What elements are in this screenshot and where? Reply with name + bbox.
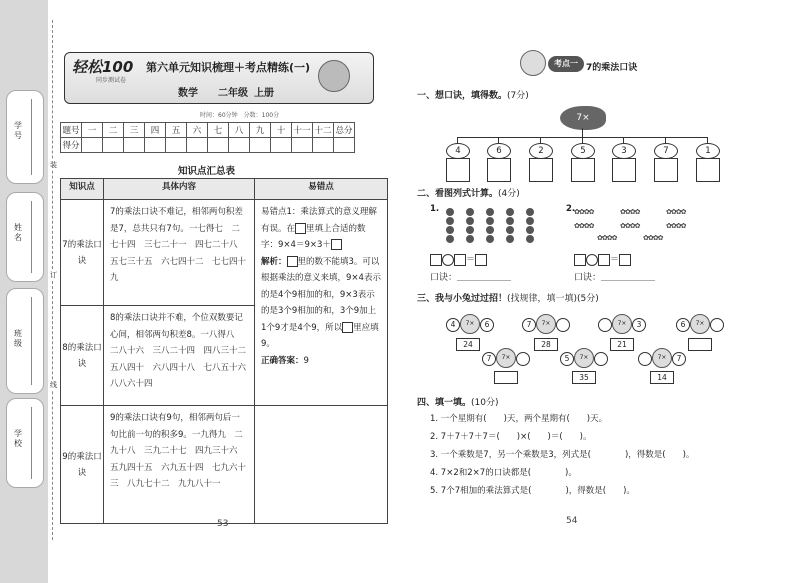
result-box: 35 bbox=[572, 371, 596, 384]
flower-icon: ✿✿✿✿ bbox=[643, 234, 663, 242]
result-box[interactable] bbox=[494, 371, 518, 384]
section-1-title bbox=[417, 88, 529, 101]
score-cell[interactable] bbox=[334, 138, 355, 153]
section-2-text: 二、看图列式计算。 bbox=[417, 189, 499, 199]
class-box[interactable] bbox=[6, 288, 44, 394]
section-4-points: (10分) bbox=[471, 398, 499, 408]
logo-subtitle: 同步测试卷 bbox=[96, 77, 127, 84]
student-id-box[interactable] bbox=[6, 90, 44, 184]
result-box: 14 bbox=[650, 371, 674, 384]
term: 上册 bbox=[254, 88, 274, 99]
score-header: 六 bbox=[187, 123, 208, 138]
score-table bbox=[60, 122, 355, 153]
section-2-title bbox=[417, 186, 520, 199]
score-header: 二 bbox=[103, 123, 124, 138]
kebab-icon bbox=[446, 208, 454, 244]
page-number-right: 54 bbox=[566, 516, 578, 526]
multiplier-oval: 3 bbox=[612, 143, 636, 159]
student-illustration bbox=[318, 60, 350, 92]
score-header: 七 bbox=[208, 123, 229, 138]
koujue-line-2[interactable]: 口诀：＿＿＿＿＿＿ bbox=[574, 273, 656, 283]
answer-value: 9 bbox=[303, 355, 309, 366]
topic-badge: 考点一 bbox=[548, 56, 584, 72]
section-3-text: 三、我与小兔过过招！ bbox=[417, 294, 508, 304]
empty-error-cell bbox=[255, 406, 388, 524]
school-label: 学校 bbox=[14, 429, 22, 448]
blank-box bbox=[287, 256, 298, 267]
q1-label: 1. bbox=[430, 204, 440, 214]
result-box: 28 bbox=[534, 338, 558, 351]
rabbit-icon: 7× bbox=[652, 348, 672, 368]
answer-box[interactable] bbox=[487, 158, 511, 182]
flower-icon: ✿✿✿✿ bbox=[597, 234, 617, 242]
number-circle: 4 bbox=[446, 318, 460, 332]
kebab-icon bbox=[486, 208, 494, 244]
logo: 轻松100 bbox=[72, 58, 134, 76]
score-header: 四 bbox=[145, 123, 166, 138]
score-header: 九 bbox=[250, 123, 271, 138]
col-header: 易错点 bbox=[255, 179, 388, 200]
score-row-label: 得分 bbox=[61, 138, 82, 153]
section-2-points: (4分) bbox=[498, 189, 520, 199]
koujue-line-1[interactable]: 口诀：＿＿＿＿＿＿ bbox=[430, 273, 512, 283]
knowledge-point: 8的乘法口诀 bbox=[61, 306, 104, 406]
number-circle: 6 bbox=[480, 318, 494, 332]
koujue-label: 口诀： bbox=[574, 273, 602, 283]
multiplier-oval: 6 bbox=[487, 143, 511, 159]
equation-row-1[interactable]: ＝ bbox=[430, 252, 487, 266]
analysis-text: 里的数不能填3。可以根据乘法的意义来填，9×4表示的是4个9相加的和，9×3表示的是3个9相加的和，3个9加上1个9才是4个9，所以 bbox=[261, 256, 381, 333]
number-circle[interactable] bbox=[556, 318, 570, 332]
flower-icon: ✿✿✿✿ bbox=[574, 222, 594, 230]
result-box: 21 bbox=[610, 338, 634, 351]
unit-title: 第六单元知识梳理＋考点精练(一) bbox=[146, 61, 311, 74]
name-box[interactable] bbox=[6, 192, 44, 282]
col-header: 知识点 bbox=[61, 179, 104, 200]
number-circle: 7 bbox=[522, 318, 536, 332]
multiplier-oval: 1 bbox=[696, 143, 720, 159]
score-header: 五 bbox=[166, 123, 187, 138]
flower-icon: ✿✿✿✿ bbox=[666, 208, 686, 216]
score-header: 三 bbox=[124, 123, 145, 138]
knowledge-point: 7的乘法口诀 bbox=[61, 200, 104, 306]
error-title: 易错点1：乘法算式的意义理解有误。在 bbox=[261, 207, 377, 234]
rabbit-icon: 7× bbox=[574, 348, 594, 368]
score-header: 题号 bbox=[61, 123, 82, 138]
result-box[interactable] bbox=[688, 338, 712, 351]
analysis-end: 里应填9。 bbox=[261, 322, 379, 349]
number-circle: 7 bbox=[672, 352, 686, 366]
class-label: 班级 bbox=[14, 329, 22, 348]
answer-label: 正确答案： bbox=[261, 355, 304, 366]
knowledge-content: 8的乘法口诀并不难，个位双数要记心间，相邻两句积差8。一八得八 二八十六 三八二十四 四八三十二 五八四十 六八四十八 七八五十六 八八六十四 bbox=[104, 306, 255, 406]
school-box[interactable] bbox=[6, 398, 44, 488]
kebab-icon bbox=[466, 208, 474, 244]
fish-icon: 7× bbox=[560, 106, 606, 130]
number-circle[interactable] bbox=[598, 318, 612, 332]
multiplier-oval: 5 bbox=[571, 143, 595, 159]
knowledge-table bbox=[60, 178, 388, 524]
cut-label: 装 bbox=[50, 161, 57, 169]
fill-item[interactable]: 3. 一个乘数是7，另一个乘数是3，列式是( )，得数是( )。 bbox=[430, 450, 695, 460]
multiplier-oval: 4 bbox=[446, 143, 470, 159]
rabbit-icon: 7× bbox=[690, 314, 710, 334]
fill-item[interactable]: 1. 一个星期有( )天，两个星期有( )天。 bbox=[430, 414, 608, 424]
score-cell[interactable] bbox=[229, 138, 250, 153]
section-1-text: 一、想口诀，填得数。 bbox=[417, 91, 508, 101]
rabbit-icon: 7× bbox=[460, 314, 480, 334]
answer-box[interactable] bbox=[612, 158, 636, 182]
fill-item[interactable]: 5. 7个7相加的乘法算式是( )，得数是( )。 bbox=[430, 486, 635, 496]
score-cell[interactable] bbox=[271, 138, 292, 153]
number-circle: 7 bbox=[482, 352, 496, 366]
fill-item[interactable]: 2. 7＋7＋7＋7＝( )×( )＝( )。 bbox=[430, 432, 592, 442]
score-header: 一 bbox=[82, 123, 103, 138]
flower-icon: ✿✿✿✿ bbox=[666, 222, 686, 230]
section-4-text: 四、填一填。 bbox=[417, 398, 472, 408]
answer-box[interactable] bbox=[571, 158, 595, 182]
grade: 二年级 bbox=[218, 88, 248, 99]
rabbit-icon: 7× bbox=[536, 314, 556, 334]
section-4-title bbox=[417, 395, 499, 408]
knowledge-content: 9的乘法口诀有9句，相邻两句后一句比前一句的积多9。一九得九 二九十八 三九二十七 四九三十六 五九四十五 六九五十四 七九六十三 八九七十二 九九八十一 bbox=[104, 406, 255, 524]
col-header: 具体内容 bbox=[104, 179, 255, 200]
rabbit-icon: 7× bbox=[496, 348, 516, 368]
error-title-2: 里填上合适的数字：9×4＝9×3＋ bbox=[261, 223, 366, 250]
flower-picture bbox=[574, 208, 704, 246]
score-header: 十 bbox=[271, 123, 292, 138]
page-number-left: 53 bbox=[217, 519, 229, 529]
section-3-title bbox=[417, 291, 599, 304]
answer-box[interactable] bbox=[654, 158, 678, 182]
section-3-points: (找规律，填一填)(5分) bbox=[507, 294, 599, 304]
number-circle: 5 bbox=[560, 352, 574, 366]
number-circle: 6 bbox=[676, 318, 690, 332]
score-cell[interactable] bbox=[208, 138, 229, 153]
flower-icon: ✿✿✿✿ bbox=[620, 208, 640, 216]
score-header: 十一 bbox=[292, 123, 313, 138]
result-box[interactable]: 24 bbox=[456, 338, 480, 351]
number-circle: 3 bbox=[632, 318, 646, 332]
number-circle[interactable] bbox=[638, 352, 652, 366]
score-cell[interactable] bbox=[313, 138, 334, 153]
rabbit-icon: 7× bbox=[612, 314, 632, 334]
q2-label: 2. bbox=[566, 204, 576, 214]
blank-box[interactable] bbox=[331, 239, 342, 250]
score-cell[interactable] bbox=[145, 138, 166, 153]
score-cell[interactable] bbox=[82, 138, 103, 153]
score-cell[interactable] bbox=[292, 138, 313, 153]
kebab-icon bbox=[506, 208, 514, 244]
flower-icon: ✿✿✿✿ bbox=[574, 208, 594, 216]
binding-sidebar bbox=[0, 0, 48, 583]
score-cell[interactable] bbox=[250, 138, 271, 153]
name-label: 姓名 bbox=[14, 223, 22, 242]
multiplier-oval: 2 bbox=[529, 143, 553, 159]
score-cell[interactable] bbox=[124, 138, 145, 153]
flower-icon: ✿✿✿✿ bbox=[620, 222, 640, 230]
knowledge-point: 9的乘法口诀 bbox=[61, 406, 104, 524]
smiley-icon bbox=[520, 50, 546, 76]
answer-box[interactable] bbox=[696, 158, 720, 182]
section-1-points: (7分) bbox=[507, 91, 529, 101]
koujue-label: 口诀： bbox=[430, 273, 458, 283]
score-header: 总分 bbox=[334, 123, 355, 138]
cut-label: 订 bbox=[50, 271, 57, 279]
student-id-label: 学号 bbox=[14, 121, 22, 140]
number-circle[interactable] bbox=[516, 352, 530, 366]
number-circle[interactable] bbox=[594, 352, 608, 366]
score-header: 十二 bbox=[313, 123, 334, 138]
fill-item[interactable]: 4. 7×2和2×7的口诀都是( )。 bbox=[430, 468, 577, 478]
topic-title: 7的乘法口诀 bbox=[586, 63, 638, 73]
summary-title: 知识点汇总表 bbox=[178, 166, 236, 177]
blank-box bbox=[342, 322, 353, 333]
blank-box[interactable] bbox=[295, 223, 306, 234]
kebab-picture bbox=[436, 208, 546, 246]
score-header: 八 bbox=[229, 123, 250, 138]
knowledge-content: 7的乘法口诀不难记，相邻两句积差是7，总共只有7句。一七得七 二七十四 三七二十一 四七二十八 五七三十五 六七四十二 七七四十九 bbox=[104, 200, 255, 306]
score-cell[interactable] bbox=[187, 138, 208, 153]
cut-line bbox=[52, 20, 53, 540]
time-info: 时间：60分钟 分数：100分 bbox=[200, 112, 280, 119]
score-cell[interactable] bbox=[103, 138, 124, 153]
answer-box[interactable] bbox=[529, 158, 553, 182]
number-circle[interactable] bbox=[710, 318, 724, 332]
multiplier-oval: 7 bbox=[654, 143, 678, 159]
cut-label: 线 bbox=[50, 381, 57, 389]
answer-box[interactable] bbox=[446, 158, 470, 182]
analysis-label: 解析： bbox=[261, 256, 287, 267]
subject: 数学 bbox=[178, 88, 198, 99]
kebab-icon bbox=[526, 208, 534, 244]
equation-row-2[interactable]: ＝ bbox=[574, 252, 631, 266]
error-point-cell bbox=[255, 200, 388, 406]
score-cell[interactable] bbox=[166, 138, 187, 153]
